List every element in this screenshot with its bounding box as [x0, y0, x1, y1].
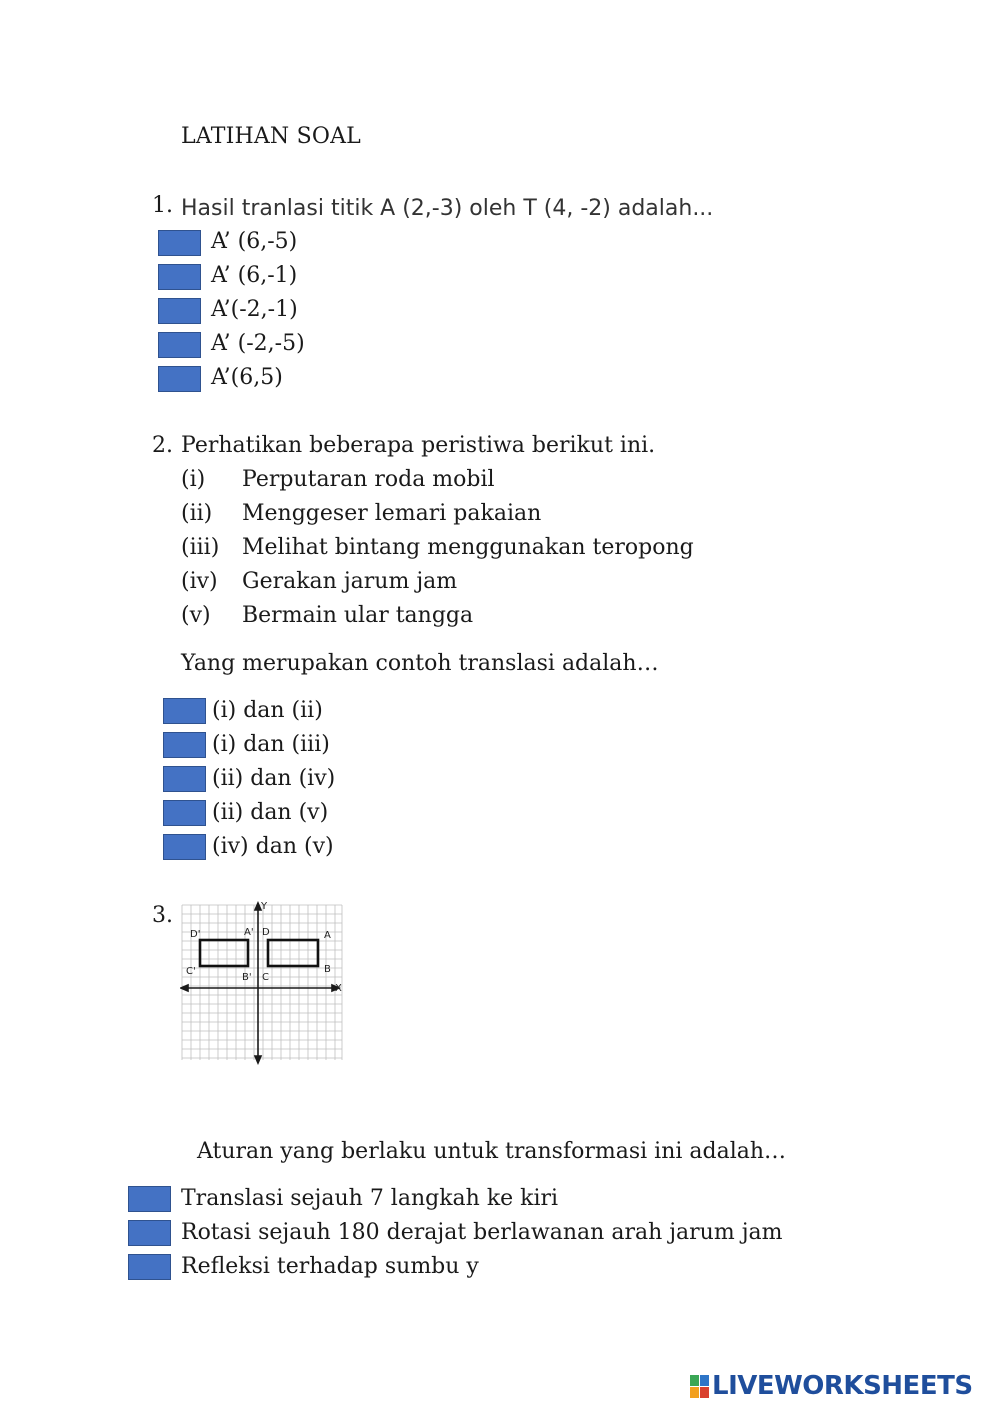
q3-answer-box-2[interactable] — [128, 1220, 171, 1246]
q3-answer-box-1[interactable] — [128, 1186, 171, 1212]
q1-answer-box-4[interactable] — [158, 332, 201, 358]
event-3-text: Melihat bintang menggunakan teropong — [242, 535, 694, 560]
q1-option-3: A’(-2,-1) — [211, 297, 298, 322]
q2-answer-box-5[interactable] — [163, 834, 206, 860]
q1-answer-box-5[interactable] — [158, 366, 201, 392]
q2-answer-box-3[interactable] — [163, 766, 206, 792]
rectangle-image — [200, 940, 248, 966]
event-5-text: Bermain ular tangga — [242, 603, 474, 628]
event-5-number: (v) — [181, 603, 211, 628]
liveworksheets-logo-icon — [690, 1375, 710, 1399]
q2-option-1: (i) dan (ii) — [212, 698, 323, 723]
q2-option-3: (ii) dan (iv) — [212, 766, 336, 791]
q1-answer-box-1[interactable] — [158, 230, 201, 256]
q2-option-5: (iv) dan (v) — [212, 834, 334, 859]
page-title: LATIHAN SOAL — [181, 124, 361, 149]
y-axis-arrow-down — [255, 1056, 261, 1063]
q2-option-4: (ii) dan (v) — [212, 800, 329, 825]
question-2-number: 2. — [152, 433, 173, 458]
q1-option-5: A’(6,5) — [211, 365, 283, 390]
question-1-number: 1. — [152, 193, 173, 218]
point-d: D — [262, 927, 270, 938]
point-b-prime: B' — [242, 972, 252, 983]
event-4-text: Gerakan jarum jam — [242, 569, 458, 594]
q1-option-1: A’ (6,-5) — [211, 229, 298, 254]
liveworksheets-brand[interactable] — [690, 1371, 990, 1405]
q3-answer-box-3[interactable] — [128, 1254, 171, 1280]
coordinate-graph — [180, 900, 345, 1065]
question-3-prompt: Aturan yang berlaku untuk transformasi ini adalah… — [197, 1139, 787, 1164]
question-1-text: Hasil tranlasi titik A (2,-3) oleh T (4, -2) adalah... — [181, 196, 714, 221]
q2-answer-box-2[interactable] — [163, 732, 206, 758]
point-d-prime: D' — [190, 929, 201, 940]
question-2-prompt: Yang merupakan contoh translasi adalah… — [181, 651, 659, 676]
q1-option-4: A’ (-2,-5) — [211, 331, 305, 356]
point-c-prime: C' — [186, 966, 196, 977]
question-3-number: 3. — [152, 903, 173, 928]
x-axis-label: X — [335, 983, 342, 994]
event-1-number: (i) — [181, 467, 206, 492]
q1-option-2: A’ (6,-1) — [211, 263, 298, 288]
point-b: B — [324, 964, 331, 975]
event-1-text: Perputaran roda mobil — [242, 467, 495, 492]
event-2-number: (ii) — [181, 501, 213, 526]
point-a-prime: A' — [244, 927, 254, 938]
q2-answer-box-1[interactable] — [163, 698, 206, 724]
q3-option-1: Translasi sejauh 7 langkah ke kiri — [181, 1186, 559, 1211]
q2-answer-box-4[interactable] — [163, 800, 206, 826]
q3-option-3: Refleksi terhadap sumbu y — [181, 1254, 479, 1279]
point-c: C — [262, 972, 269, 983]
rectangle-original — [268, 940, 318, 966]
event-2-text: Menggeser lemari pakaian — [242, 501, 542, 526]
brand-name: LIVEWORKSHEETS — [712, 1371, 973, 1401]
q1-answer-box-3[interactable] — [158, 298, 201, 324]
point-a: A — [324, 930, 331, 941]
event-3-number: (iii) — [181, 535, 220, 560]
q3-option-2: Rotasi sejauh 180 derajat berlawanan arah jarum jam — [181, 1220, 783, 1245]
q1-answer-box-2[interactable] — [158, 264, 201, 290]
y-axis-label: Y — [261, 901, 268, 912]
event-4-number: (iv) — [181, 569, 218, 594]
q2-option-2: (i) dan (iii) — [212, 732, 330, 757]
question-2-text: Perhatikan beberapa peristiwa berikut ini. — [181, 433, 656, 458]
